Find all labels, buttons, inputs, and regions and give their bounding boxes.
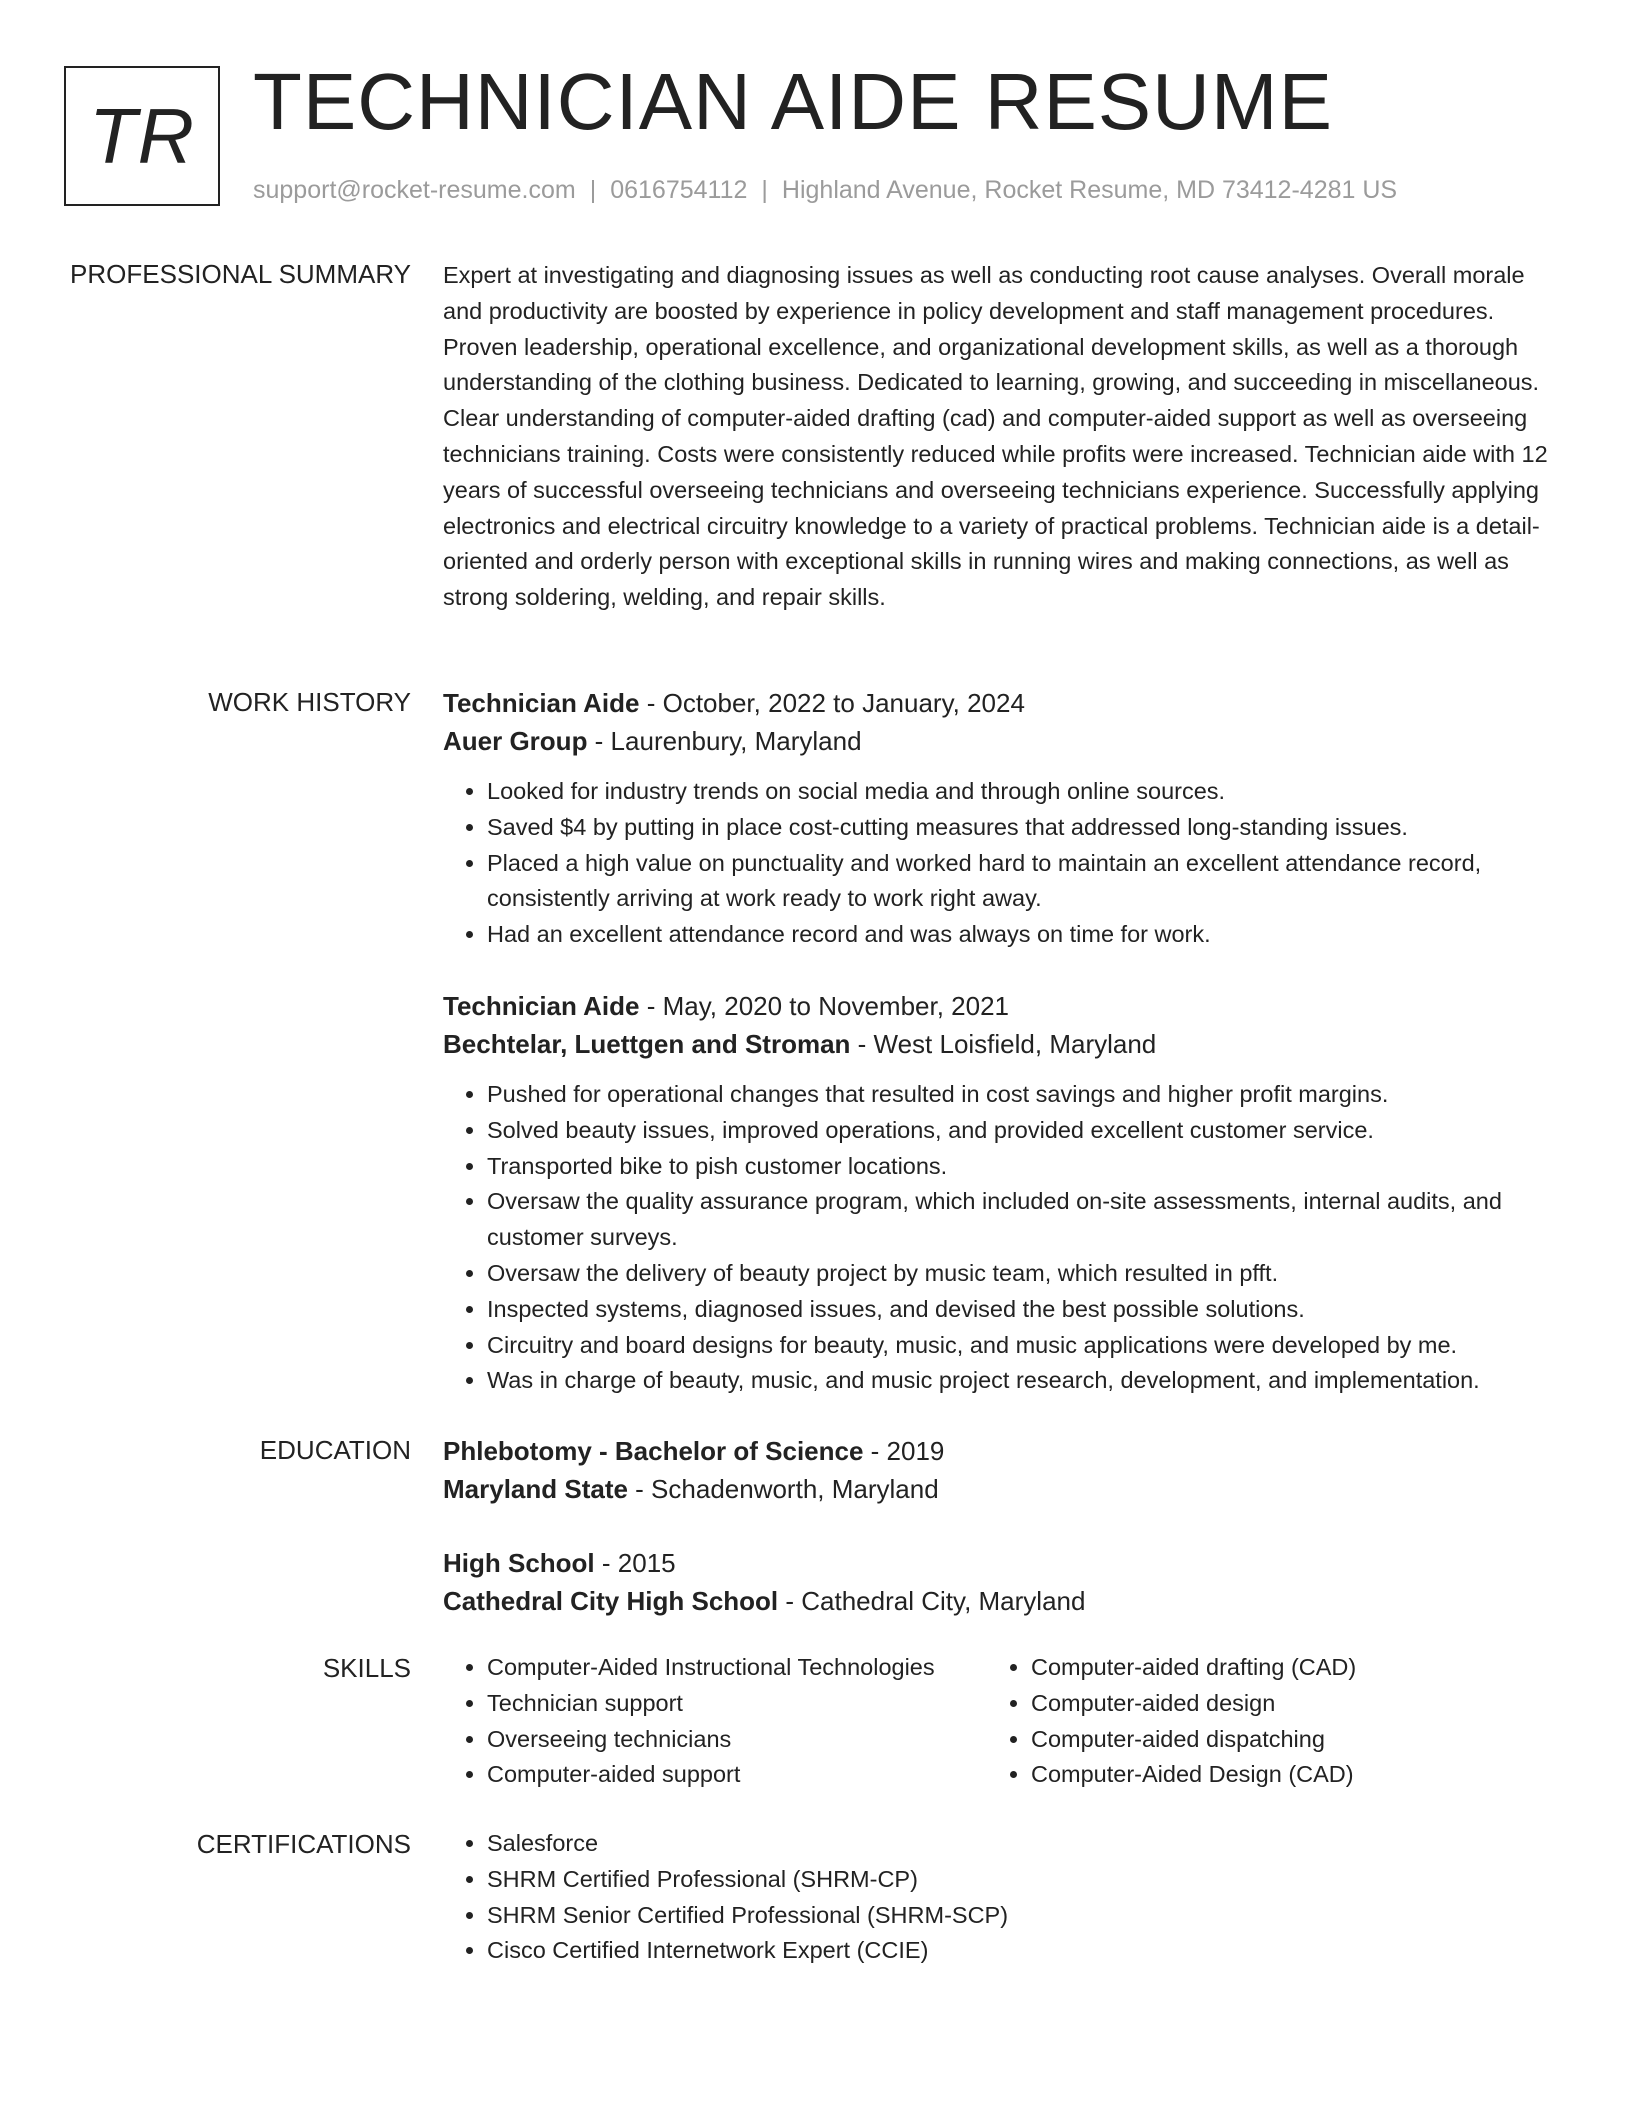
job-bullet: • Inspected systems, diagnosed issues, and devised the best possible solutions. bbox=[487, 1292, 1553, 1328]
job-bullet: • Solved beauty issues, improved operations, and provided excellent customer service. bbox=[487, 1113, 1553, 1149]
education-degree: Phlebotomy - Bachelor of Science bbox=[443, 1436, 864, 1466]
contact-email[interactable]: support@rocket-resume.com bbox=[253, 176, 576, 204]
certifications-list bbox=[443, 1826, 1008, 1969]
job-title-line bbox=[443, 684, 1553, 722]
skill-item: • Computer-aided dispatching bbox=[1031, 1722, 1356, 1758]
skills-column bbox=[987, 1650, 1356, 1793]
summary-body bbox=[443, 258, 1553, 616]
contact-separator: | bbox=[589, 176, 597, 204]
job-bullet: • Looked for industry trends on social media and through online sources. bbox=[487, 774, 1553, 810]
job-title: Technician Aide bbox=[443, 990, 640, 1021]
education-school-line bbox=[443, 1470, 1553, 1508]
certification-item: • Cisco Certified Internetwork Expert (CCIE) bbox=[487, 1933, 1008, 1969]
job-bullet: • Was in charge of beauty, music, and music project research, development, and implementation. bbox=[487, 1363, 1553, 1399]
job-bullet: • Placed a high value on punctuality and worked hard to maintain an excellent attendance record, consistently arriving at work ready to work right away. bbox=[487, 846, 1553, 918]
education-entry bbox=[443, 1544, 1553, 1620]
skill-item: • Technician support bbox=[487, 1686, 987, 1722]
skill-item: • Overseeing technicians bbox=[487, 1722, 987, 1758]
education-location: - Cathedral City, Maryland bbox=[778, 1586, 1086, 1616]
education-location: - Schadenworth, Maryland bbox=[627, 1474, 939, 1504]
skill-item: • Computer-Aided Instructional Technologies bbox=[487, 1650, 987, 1686]
job-company: Auer Group bbox=[443, 726, 588, 756]
education-entry bbox=[443, 1432, 1553, 1508]
section-label-skills: SKILLS bbox=[322, 1653, 411, 1683]
job-bullet: • Transported bike to pish customer locations. bbox=[487, 1149, 1553, 1185]
job-company-line bbox=[443, 1025, 1553, 1063]
certification-item: • SHRM Senior Certified Professional (SHRM-SCP) bbox=[487, 1898, 1008, 1934]
job-bullet: • Pushed for operational changes that resulted in cost savings and higher profit margins. bbox=[487, 1077, 1553, 1113]
certification-item: • SHRM Certified Professional (SHRM-CP) bbox=[487, 1862, 1008, 1898]
skills-grid bbox=[443, 1650, 1553, 1793]
section-label-work-history: WORK HISTORY bbox=[208, 687, 411, 717]
job-dates: - October, 2022 to January, 2024 bbox=[639, 688, 1025, 718]
section-label-summary: PROFESSIONAL SUMMARY bbox=[70, 259, 411, 289]
job-bullet: • Oversaw the delivery of beauty project by music team, which resulted in pfft. bbox=[487, 1256, 1553, 1292]
job-bullet: • Circuitry and board designs for beauty, music, and music applications were developed by me. bbox=[487, 1328, 1553, 1364]
contact-address: Highland Avenue, Rocket Resume, MD 73412-4281 US bbox=[781, 176, 1398, 204]
certifications-list-wrap bbox=[443, 1826, 1553, 1969]
education-year: - 2015 bbox=[594, 1548, 676, 1578]
job-location: - West Loisfield, Maryland bbox=[850, 1028, 1157, 1059]
job-location: - Laurenbury, Maryland bbox=[587, 726, 862, 756]
skills-column bbox=[443, 1650, 987, 1793]
section-label-certifications: CERTIFICATIONS bbox=[196, 1829, 411, 1859]
education-year: - 2019 bbox=[863, 1436, 945, 1466]
skill-item: • Computer-aided drafting (CAD) bbox=[1031, 1650, 1356, 1686]
section-label-education: EDUCATION bbox=[259, 1435, 411, 1465]
job-bullet: • Saved $4 by putting in place cost-cutting measures that addressed long-standing issues. bbox=[487, 810, 1553, 846]
skill-item: • Computer-Aided Design (CAD) bbox=[1031, 1757, 1356, 1793]
job-entry bbox=[443, 987, 1553, 1399]
education-degree: High School bbox=[443, 1548, 595, 1578]
education-degree-line bbox=[443, 1544, 1553, 1582]
job-title-line bbox=[443, 987, 1553, 1025]
skill-item: • Computer-aided design bbox=[1031, 1686, 1356, 1722]
education-school-line bbox=[443, 1582, 1553, 1620]
contact-phone[interactable]: 0616754112 bbox=[610, 176, 748, 204]
contact-separator: | bbox=[761, 176, 768, 204]
job-bullet: • Oversaw the quality assurance program, which included on-site assessments, internal audits, and customer surveys. bbox=[487, 1184, 1553, 1256]
job-company-line bbox=[443, 722, 1553, 760]
resume-title: TECHNICIAN AIDE RESUME bbox=[253, 57, 1333, 146]
job-bullet: • Had an excellent attendance record and was always on time for work. bbox=[487, 917, 1553, 953]
summary-text: Expert at investigating and diagnosing issues as well as conducting root cause analyses. Overall morale and productivity are boosted by experience in policy development and staff management procedures. Proven leadership, operational excellence, and organizational development skills, as well as a thorough understanding of the clothing business. Dedicated to learning, growing, and succeeding in miscellaneous. Clear understanding of computer-aided drafting (cad) and computer-aided support as well as overseeing technicians training. Costs were consistently reduced while profits were increased. Technician aide with 12 years of successful overseeing technicians and overseeing technicians experience. Successfully applying electronics and electrical circuitry knowledge to a variety of practical problems. Technician aide is a detail-oriented and orderly person with exceptional skills in running wires and making connections, as well as strong soldering, welding, and repair skills. bbox=[443, 262, 1548, 611]
certification-item: • Salesforce bbox=[487, 1826, 1008, 1862]
education-body bbox=[443, 1432, 1553, 1656]
skills-body bbox=[443, 1650, 1553, 1793]
work-history-body bbox=[443, 684, 1553, 1433]
education-degree-line bbox=[443, 1432, 1553, 1470]
job-dates: - May, 2020 to November, 2021 bbox=[639, 990, 1009, 1021]
education-school: Maryland State bbox=[443, 1474, 628, 1504]
education-school: Cathedral City High School bbox=[443, 1586, 779, 1616]
job-title: Technician Aide bbox=[443, 688, 640, 718]
job-bullets bbox=[443, 1077, 1553, 1399]
skill-item: • Computer-aided support bbox=[487, 1757, 987, 1793]
job-company: Bechtelar, Luettgen and Stroman bbox=[443, 1028, 851, 1059]
contact-line bbox=[253, 172, 1397, 208]
monogram-logo: TR bbox=[64, 66, 220, 206]
job-entry bbox=[443, 684, 1553, 953]
job-bullets bbox=[443, 774, 1553, 953]
certifications-body bbox=[443, 1826, 1553, 1969]
